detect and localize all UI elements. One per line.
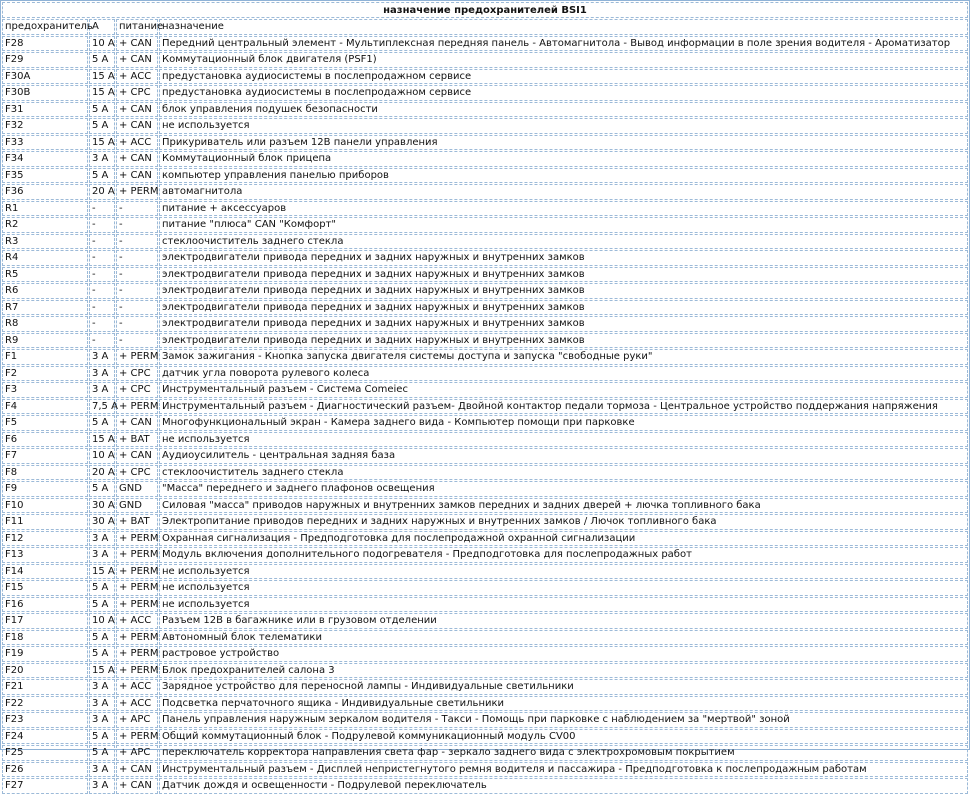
amperage-cell: 5 A — [89, 630, 115, 646]
fuse-id-cell: F2 — [2, 366, 88, 382]
fuse-id-cell: R8 — [2, 316, 88, 332]
fuse-id-cell: F28 — [2, 36, 88, 52]
purpose-cell: Инструментальный разъем - Дисплей непристегнутого ремня водителя и пассажира - Предподготовка к послепродажным работам — [159, 762, 968, 778]
table-row — [2, 696, 968, 712]
purpose-cell: не используется — [159, 564, 968, 580]
power-cell: + APC — [116, 745, 158, 761]
amperage-cell: 20 A — [89, 184, 115, 200]
fuse-id-cell: R1 — [2, 201, 88, 217]
purpose-cell: Общий коммутационный блок - Подрулевой коммуникационный модуль CV00 — [159, 729, 968, 745]
power-cell: + ACC — [116, 679, 158, 695]
table-title: назначение предохранителей BSI1 — [2, 2, 968, 18]
fuse-id-cell: F20 — [2, 663, 88, 679]
fuse-id-cell: F10 — [2, 498, 88, 514]
amperage-cell: 5 A — [89, 580, 115, 596]
power-cell: + ACC — [116, 696, 158, 712]
amperage-cell: - — [89, 217, 115, 233]
power-cell: - — [116, 300, 158, 316]
table-row — [2, 646, 968, 662]
purpose-cell: Разъем 12В в багажнике или в грузовом отделении — [159, 613, 968, 629]
table-row — [2, 135, 968, 151]
power-cell: + CAN — [116, 448, 158, 464]
table-row — [2, 481, 968, 497]
fuse-id-cell: R4 — [2, 250, 88, 266]
purpose-cell: предустановка аудиосистемы в послепродажном сервисе — [159, 85, 968, 101]
amperage-cell: 3 A — [89, 382, 115, 398]
table-row — [2, 613, 968, 629]
table-row — [2, 168, 968, 184]
amperage-cell: 3 A — [89, 531, 115, 547]
purpose-cell: Коммутационный блок прицепа — [159, 151, 968, 167]
amperage-cell: 3 A — [89, 762, 115, 778]
purpose-cell: питание "плюса" CAN "Комфорт" — [159, 217, 968, 233]
table-row — [2, 283, 968, 299]
fuse-id-cell: F5 — [2, 415, 88, 431]
amperage-cell: 3 A — [89, 679, 115, 695]
purpose-cell: Зарядное устройство для переносной лампы - Индивидуальные светильники — [159, 679, 968, 695]
amperage-cell: 5 A — [89, 646, 115, 662]
amperage-cell: 5 A — [89, 745, 115, 761]
header-row — [2, 19, 968, 35]
purpose-cell: стеклоочиститель заднего стекла — [159, 234, 968, 250]
amperage-cell: - — [89, 300, 115, 316]
fuse-id-cell: R5 — [2, 267, 88, 283]
amperage-cell: 15 A — [89, 564, 115, 580]
fuse-id-cell: F33 — [2, 135, 88, 151]
power-cell: + PERM — [116, 630, 158, 646]
table-row — [2, 745, 968, 761]
table-row — [2, 448, 968, 464]
power-cell: + PERM — [116, 646, 158, 662]
power-cell: + CPC — [116, 85, 158, 101]
power-cell: + CAN — [116, 778, 158, 794]
purpose-cell: не используется — [159, 432, 968, 448]
title-row — [2, 2, 968, 18]
power-cell: + CAN — [116, 52, 158, 68]
power-cell: GND — [116, 481, 158, 497]
column-header-amps: A — [89, 19, 115, 35]
purpose-cell: не используется — [159, 118, 968, 134]
purpose-cell: Силовая "масса" приводов наружных и внутренних замков передних и задних дверей + лючка топливного бака — [159, 498, 968, 514]
purpose-cell: блок управления подушек безопасности — [159, 102, 968, 118]
power-cell: + CPC — [116, 366, 158, 382]
amperage-cell: 3 A — [89, 712, 115, 728]
amperage-cell: - — [89, 234, 115, 250]
fuse-id-cell: F15 — [2, 580, 88, 596]
table-row — [2, 415, 968, 431]
purpose-cell: Замок зажигания - Кнопка запуска двигателя системы доступа и запуска "свободные руки" — [159, 349, 968, 365]
amperage-cell: 10 A — [89, 613, 115, 629]
fuse-id-cell: F17 — [2, 613, 88, 629]
fuse-id-cell: R7 — [2, 300, 88, 316]
amperage-cell: 3 A — [89, 547, 115, 563]
power-cell: + APC — [116, 712, 158, 728]
fuse-id-cell: F19 — [2, 646, 88, 662]
table-row — [2, 679, 968, 695]
power-cell: + CAN — [116, 762, 158, 778]
table-row — [2, 399, 968, 415]
purpose-cell: стеклоочиститель заднего стекла — [159, 465, 968, 481]
power-cell: - — [116, 267, 158, 283]
purpose-cell: Подсветка перчаточного ящика - Индивидуальные светильники — [159, 696, 968, 712]
amperage-cell: - — [89, 333, 115, 349]
purpose-cell: Электропитание приводов передних и задних наружных и внутренних замков / Лючок топливного бака — [159, 514, 968, 530]
table-row — [2, 465, 968, 481]
amperage-cell: 5 A — [89, 52, 115, 68]
amperage-cell: - — [89, 267, 115, 283]
amperage-cell: 15 A — [89, 85, 115, 101]
column-header-fuse: предохранитель — [2, 19, 88, 35]
amperage-cell: 3 A — [89, 349, 115, 365]
table-row — [2, 316, 968, 332]
purpose-cell: Панель управления наружным зеркалом водителя - Такси - Помощь при парковке с наблюдением за "мертвой" зоной — [159, 712, 968, 728]
fuse-id-cell: F12 — [2, 531, 88, 547]
fuse-id-cell: F22 — [2, 696, 88, 712]
column-header-power: питание — [116, 19, 158, 35]
power-cell: + PERM — [116, 399, 158, 415]
power-cell: + CAN — [116, 36, 158, 52]
purpose-cell: переключатель корректора направления света фар - зеркало заднего вида с электрохромовым покрытием — [159, 745, 968, 761]
fuse-id-cell: F26 — [2, 762, 88, 778]
fuse-id-cell: F4 — [2, 399, 88, 415]
power-cell: + CAN — [116, 151, 158, 167]
amperage-cell: 5 A — [89, 415, 115, 431]
fuse-id-cell: F9 — [2, 481, 88, 497]
table-row — [2, 729, 968, 745]
fuse-id-cell: F27 — [2, 778, 88, 794]
purpose-cell: Автономный блок телематики — [159, 630, 968, 646]
purpose-cell: предустановка аудиосистемы в послепродажном сервисе — [159, 69, 968, 85]
power-cell: - — [116, 250, 158, 266]
purpose-cell: Инструментальный разъем - Система Comeiec — [159, 382, 968, 398]
table-row — [2, 630, 968, 646]
purpose-cell: электродвигатели привода передних и задних наружных и внутренних замков — [159, 300, 968, 316]
purpose-cell: Коммутационный блок двигателя (PSF1) — [159, 52, 968, 68]
amperage-cell: - — [89, 283, 115, 299]
purpose-cell: питание + аксессуаров — [159, 201, 968, 217]
amperage-cell: 3 A — [89, 778, 115, 794]
amperage-cell: 30 A — [89, 498, 115, 514]
table-row — [2, 762, 968, 778]
fuse-id-cell: R9 — [2, 333, 88, 349]
purpose-cell: электродвигатели привода передних и задних наружных и внутренних замков — [159, 283, 968, 299]
table-row — [2, 300, 968, 316]
fuse-id-cell: F16 — [2, 597, 88, 613]
power-cell: + PERM — [116, 547, 158, 563]
amperage-cell: - — [89, 250, 115, 266]
power-cell: + CPC — [116, 382, 158, 398]
purpose-cell: электродвигатели привода передних и задних наружных и внутренних замков — [159, 267, 968, 283]
purpose-cell: не используется — [159, 580, 968, 596]
column-header-purpose: назначение — [159, 19, 968, 35]
table-row — [2, 349, 968, 365]
fuse-id-cell: F30A — [2, 69, 88, 85]
amperage-cell: 15 A — [89, 432, 115, 448]
purpose-cell: Датчик дождя и освещенности - Подрулевой переключатель — [159, 778, 968, 794]
power-cell: + PERM — [116, 580, 158, 596]
table-row — [2, 151, 968, 167]
amperage-cell: 3 A — [89, 366, 115, 382]
purpose-cell: Инструментальный разъем - Диагностический разъем- Двойной контактор педали тормоза - Центральное устройство поддержания напряжения — [159, 399, 968, 415]
power-cell: + PERM — [116, 729, 158, 745]
fuse-id-cell: F14 — [2, 564, 88, 580]
table-row — [2, 102, 968, 118]
table-row — [2, 267, 968, 283]
purpose-cell: не используется — [159, 597, 968, 613]
purpose-cell: Передний центральный элемент - Мультиплексная передняя панель - Автомагнитола - Вывод информации в поле зрения водителя - Ароматизатор — [159, 36, 968, 52]
amperage-cell: 10 A — [89, 448, 115, 464]
fuse-id-cell: F25 — [2, 745, 88, 761]
amperage-cell: 15 A — [89, 135, 115, 151]
fuse-id-cell: F36 — [2, 184, 88, 200]
table-row — [2, 250, 968, 266]
amperage-cell: 3 A — [89, 696, 115, 712]
amperage-cell: 10 A — [89, 36, 115, 52]
power-cell: + PERM — [116, 184, 158, 200]
purpose-cell: Аудиоусилитель - центральная задняя база — [159, 448, 968, 464]
amperage-cell: - — [89, 316, 115, 332]
fuse-id-cell: F8 — [2, 465, 88, 481]
table-row — [2, 547, 968, 563]
power-cell: + BAT — [116, 514, 158, 530]
purpose-cell: Модуль включения дополнительного подогревателя - Предподготовка для послепродажных работ — [159, 547, 968, 563]
fuse-id-cell: R2 — [2, 217, 88, 233]
power-cell: + PERM — [116, 597, 158, 613]
amperage-cell: 3 A — [89, 151, 115, 167]
table-row — [2, 201, 968, 217]
table-row — [2, 85, 968, 101]
purpose-cell: электродвигатели привода передних и задних наружных и внутренних замков — [159, 333, 968, 349]
fuse-id-cell: F31 — [2, 102, 88, 118]
power-cell: - — [116, 217, 158, 233]
power-cell: - — [116, 316, 158, 332]
power-cell: - — [116, 283, 158, 299]
purpose-cell: автомагнитола — [159, 184, 968, 200]
fuse-id-cell: F6 — [2, 432, 88, 448]
power-cell: + PERM — [116, 531, 158, 547]
purpose-cell: "Масса" переднего и заднего плафонов освещения — [159, 481, 968, 497]
table-row — [2, 514, 968, 530]
fuse-id-cell: F23 — [2, 712, 88, 728]
amperage-cell: 5 A — [89, 102, 115, 118]
purpose-cell: Блок предохранителей салона 3 — [159, 663, 968, 679]
table-row — [2, 564, 968, 580]
table-row — [2, 366, 968, 382]
power-cell: + BAT — [116, 432, 158, 448]
power-cell: + PERM — [116, 349, 158, 365]
fuse-id-cell: F11 — [2, 514, 88, 530]
fuse-id-cell: F1 — [2, 349, 88, 365]
purpose-cell: Охранная сигнализация - Предподготовка для послепродажной охранной сигнализации — [159, 531, 968, 547]
amperage-cell: 7,5 A — [89, 399, 115, 415]
table-row — [2, 712, 968, 728]
amperage-cell: - — [89, 201, 115, 217]
purpose-cell: растровое устройство — [159, 646, 968, 662]
fuse-id-cell: F21 — [2, 679, 88, 695]
amperage-cell: 20 A — [89, 465, 115, 481]
table-row — [2, 663, 968, 679]
amperage-cell: 5 A — [89, 481, 115, 497]
fuse-table — [1, 1, 969, 795]
fuse-id-cell: F29 — [2, 52, 88, 68]
table-row — [2, 118, 968, 134]
amperage-cell: 5 A — [89, 597, 115, 613]
fuse-id-cell: F34 — [2, 151, 88, 167]
power-cell: + CAN — [116, 168, 158, 184]
fuse-id-cell: F18 — [2, 630, 88, 646]
power-cell: + ACC — [116, 135, 158, 151]
power-cell: + PERM — [116, 564, 158, 580]
fuse-id-cell: F24 — [2, 729, 88, 745]
power-cell: + ACC — [116, 613, 158, 629]
fuse-id-cell: F3 — [2, 382, 88, 398]
table-row — [2, 333, 968, 349]
table-row — [2, 184, 968, 200]
power-cell: + CAN — [116, 118, 158, 134]
purpose-cell: компьютер управления панелью приборов — [159, 168, 968, 184]
amperage-cell: 15 A — [89, 69, 115, 85]
power-cell: + PERM — [116, 663, 158, 679]
table-row — [2, 382, 968, 398]
amperage-cell: 5 A — [89, 729, 115, 745]
fuse-id-cell: R3 — [2, 234, 88, 250]
fuse-id-cell: F13 — [2, 547, 88, 563]
purpose-cell: электродвигатели привода передних и задних наружных и внутренних замков — [159, 316, 968, 332]
purpose-cell: Многофункциональный экран - Камера заднего вида - Компьютер помощи при парковке — [159, 415, 968, 431]
purpose-cell: электродвигатели привода передних и задних наружных и внутренних замков — [159, 250, 968, 266]
table-row — [2, 498, 968, 514]
table-row — [2, 36, 968, 52]
table-row — [2, 778, 968, 794]
amperage-cell: 5 A — [89, 118, 115, 134]
table-row — [2, 432, 968, 448]
table-row — [2, 52, 968, 68]
power-cell: + CAN — [116, 102, 158, 118]
table-row — [2, 597, 968, 613]
power-cell: - — [116, 333, 158, 349]
fuse-id-cell: F30B — [2, 85, 88, 101]
fuse-id-cell: F7 — [2, 448, 88, 464]
power-cell: + CPC — [116, 465, 158, 481]
fuse-id-cell: F32 — [2, 118, 88, 134]
purpose-cell: датчик угла поворота рулевого колеса — [159, 366, 968, 382]
table-row — [2, 580, 968, 596]
table-row — [2, 217, 968, 233]
purpose-cell: Прикуриватель или разъем 12В панели управления — [159, 135, 968, 151]
power-cell: - — [116, 234, 158, 250]
amperage-cell: 30 A — [89, 514, 115, 530]
table-row — [2, 531, 968, 547]
power-cell: GND — [116, 498, 158, 514]
fuse-id-cell: R6 — [2, 283, 88, 299]
table-row — [2, 69, 968, 85]
amperage-cell: 5 A — [89, 168, 115, 184]
power-cell: + ACC — [116, 69, 158, 85]
table-row — [2, 234, 968, 250]
amperage-cell: 15 A — [89, 663, 115, 679]
power-cell: + CAN — [116, 415, 158, 431]
fuse-id-cell: F35 — [2, 168, 88, 184]
power-cell: - — [116, 201, 158, 217]
